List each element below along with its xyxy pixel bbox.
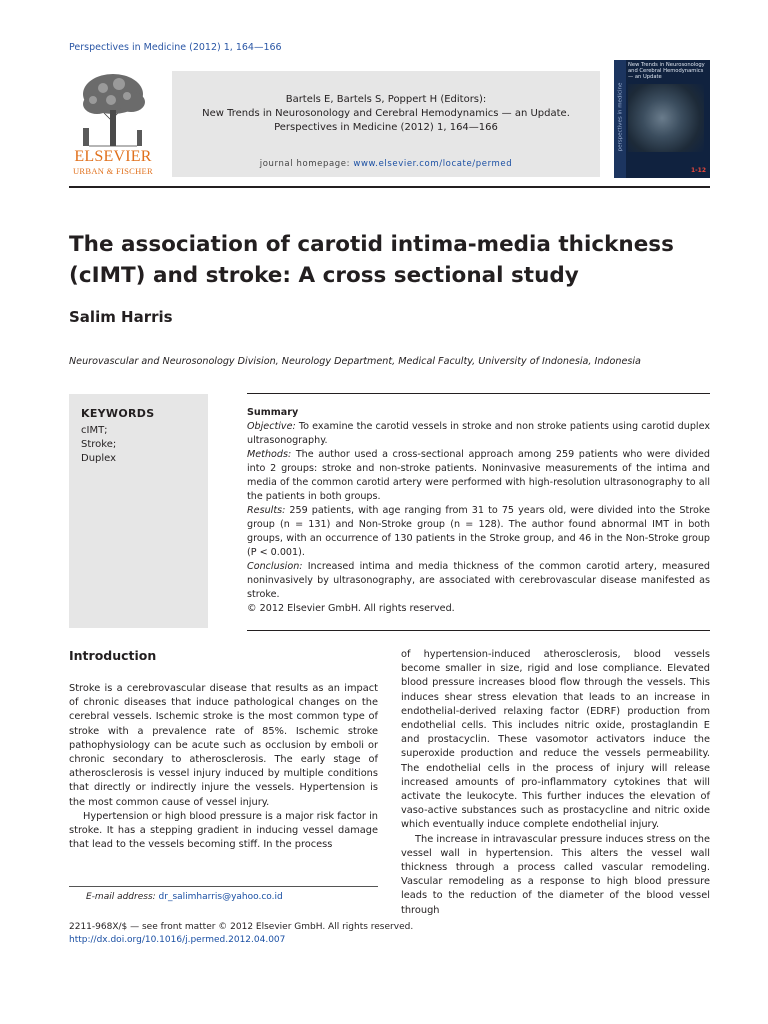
- footnote: [86, 892, 283, 902]
- intro-paragraph: Hypertension or high blood pressure is a major risk factor in stroke. It has a stepping gradient in inducing vessel damage that lead to the vessels becoming stiff. In the process: [69, 810, 378, 851]
- keywords-heading: KEYWORDS: [81, 407, 155, 420]
- conclusion-text: Increased intima and media thickness of the common carotid artery, measured noninvasively by ultrasonography, are associated with cerebrovascular disease manifested as stroke.: [247, 561, 710, 600]
- email-link[interactable]: dr_salimharris@yahoo.co.id: [158, 892, 283, 902]
- article-author: Salim Harris: [69, 308, 173, 326]
- email-label: E-mail address:: [86, 892, 156, 902]
- intro-paragraph: of hypertension-induced atherosclerosis, blood vessels become smaller in size, rigid and lose compliance. Elevated blood pressure increases blood flow through the vessels. This induces shear stress elevation that leads to an increase in endothelial-derived relaxing factor (EDRF) production from endothelial cells. This includes nitric oxide, prostaglandin E and prostacyclin. These vasomotor activators induce the superoxide production and reduce the vessels permeability. The endothelial cells in the process of injury will release increased amounts of pro-inflammatory cytokines that will activate the leukocyte. This further induces the elevation of vaso-active substances such as prostacycline and nitric oxide which eventually induce complete endothelial injury.: [401, 649, 710, 831]
- cover-volume: 1-12: [690, 167, 706, 174]
- homepage-link[interactable]: www.elsevier.com/locate/permed: [353, 159, 513, 169]
- footnote-rule: [69, 886, 378, 887]
- results-text: 259 patients, with age ranging from 31 to 75 years old, were divided into the Stroke group (n = 131) and Non-Stroke group (n = 128). The author found abnormal IMT in both groups, with an occurrence of 130 patients in the Stroke group, and 46 in the Non-Stroke group (P < 0.001).: [247, 505, 710, 558]
- doi-link[interactable]: http://dx.doi.org/10.1016/j.permed.2012.04.007: [69, 935, 286, 945]
- keyword-item: Stroke;: [81, 439, 117, 450]
- keywords-box: [69, 394, 208, 628]
- abstract-heading: Summary: [247, 407, 299, 418]
- journal-header-box: [172, 71, 600, 177]
- tree-icon: [69, 70, 157, 148]
- cover-ultrasound-image: [628, 84, 704, 152]
- objective-text: To examine the carotid vessels in stroke and non stroke patients using carotid duplex ultrasonography.: [247, 421, 710, 446]
- author-affiliation: Neurovascular and Neurosonology Division, Neurology Department, Medical Faculty, University of Indonesia, Indonesia: [69, 356, 641, 367]
- book-title-line: New Trends in Neurosonology and Cerebral Hemodynamics — an Update.: [202, 108, 570, 119]
- introduction-heading: Introduction: [69, 648, 157, 663]
- abstract-conclusion: [247, 560, 710, 602]
- publisher-name: ELSEVIER: [74, 148, 152, 165]
- editors-line: Bartels E, Bartels S, Poppert H (Editors):: [285, 94, 487, 105]
- keyword-item: Duplex: [81, 453, 117, 464]
- abstract-copyright: © 2012 Elsevier GmbH. All rights reserved.: [247, 603, 455, 614]
- keyword-item: cIMT;: [81, 425, 108, 436]
- results-label: Results:: [247, 505, 286, 516]
- abstract-bottom-rule: [247, 630, 710, 631]
- abstract-top-rule: [247, 393, 710, 394]
- abstract-objective: [247, 420, 710, 448]
- cover-spine: [614, 60, 626, 178]
- methods-label: Methods:: [247, 449, 292, 460]
- journal-homepage: [172, 157, 600, 171]
- intro-paragraph: Stroke is a cerebrovascular disease that results as an impact of chronic diseases that induce pathological changes on the cerebral vessels. Ischemic stroke is the most common type of stroke with a prevalence rate of 85%. Ischemic stroke pathophysiology can be acute such as occlusion by emboli or chronic secondary to atherosclerosis. The early stage of atherosclerosis is vessel injury induced by multiple conditions that directly or indirectly injure the vessels. Hypertension is the most common cause of vessel injury.: [69, 683, 378, 808]
- methods-text: The author used a cross-sectional approach among 259 patients who were divided into 2 groups: stroke and non-stroke patients. Noninvasive measurements of the intima and media of the common carotid artery were performed with high-resolution ultrasonography to all the patients in both groups.: [247, 449, 710, 502]
- cover-spine-text: perspectives in medicine: [617, 82, 624, 152]
- article-title: The association of carotid intima-media thickness (cIMT) and stroke: A cross sectional study: [69, 232, 674, 288]
- issn-line: 2211-968X/$ — see front matter © 2012 Elsevier GmbH. All rights reserved.: [69, 922, 414, 932]
- journal-cover[interactable]: [614, 60, 710, 178]
- cover-title: New Trends in Neurosonology and Cerebral Hemodynamics — an Update: [628, 62, 705, 80]
- homepage-label: journal homepage:: [259, 159, 351, 169]
- abstract-methods: [247, 448, 710, 504]
- elsevier-logo[interactable]: [69, 70, 157, 180]
- intro-paragraph: The increase in intravascular pressure induces stress on the vessel wall in hypertension. This alters the vessel wall thickness through a process called vascular remodeling. Vascular remodeling as a response to high blood pressure leads to the reduction of the diameter of the blood vessel through: [401, 833, 710, 916]
- right-column: [401, 648, 710, 918]
- left-column: [69, 682, 378, 852]
- issn-block: [69, 921, 413, 947]
- citation-line: Perspectives in Medicine (2012) 1, 164—166: [274, 122, 498, 133]
- objective-label: Objective:: [247, 421, 296, 432]
- keywords-list: [81, 424, 116, 466]
- running-head: Perspectives in Medicine (2012) 1, 164—166: [69, 42, 282, 53]
- publisher-sub: URBAN & FISCHER: [72, 166, 154, 176]
- conclusion-label: Conclusion:: [247, 561, 303, 572]
- header-rule: [69, 186, 710, 188]
- abstract-results: [247, 504, 710, 560]
- abstract: [247, 406, 710, 616]
